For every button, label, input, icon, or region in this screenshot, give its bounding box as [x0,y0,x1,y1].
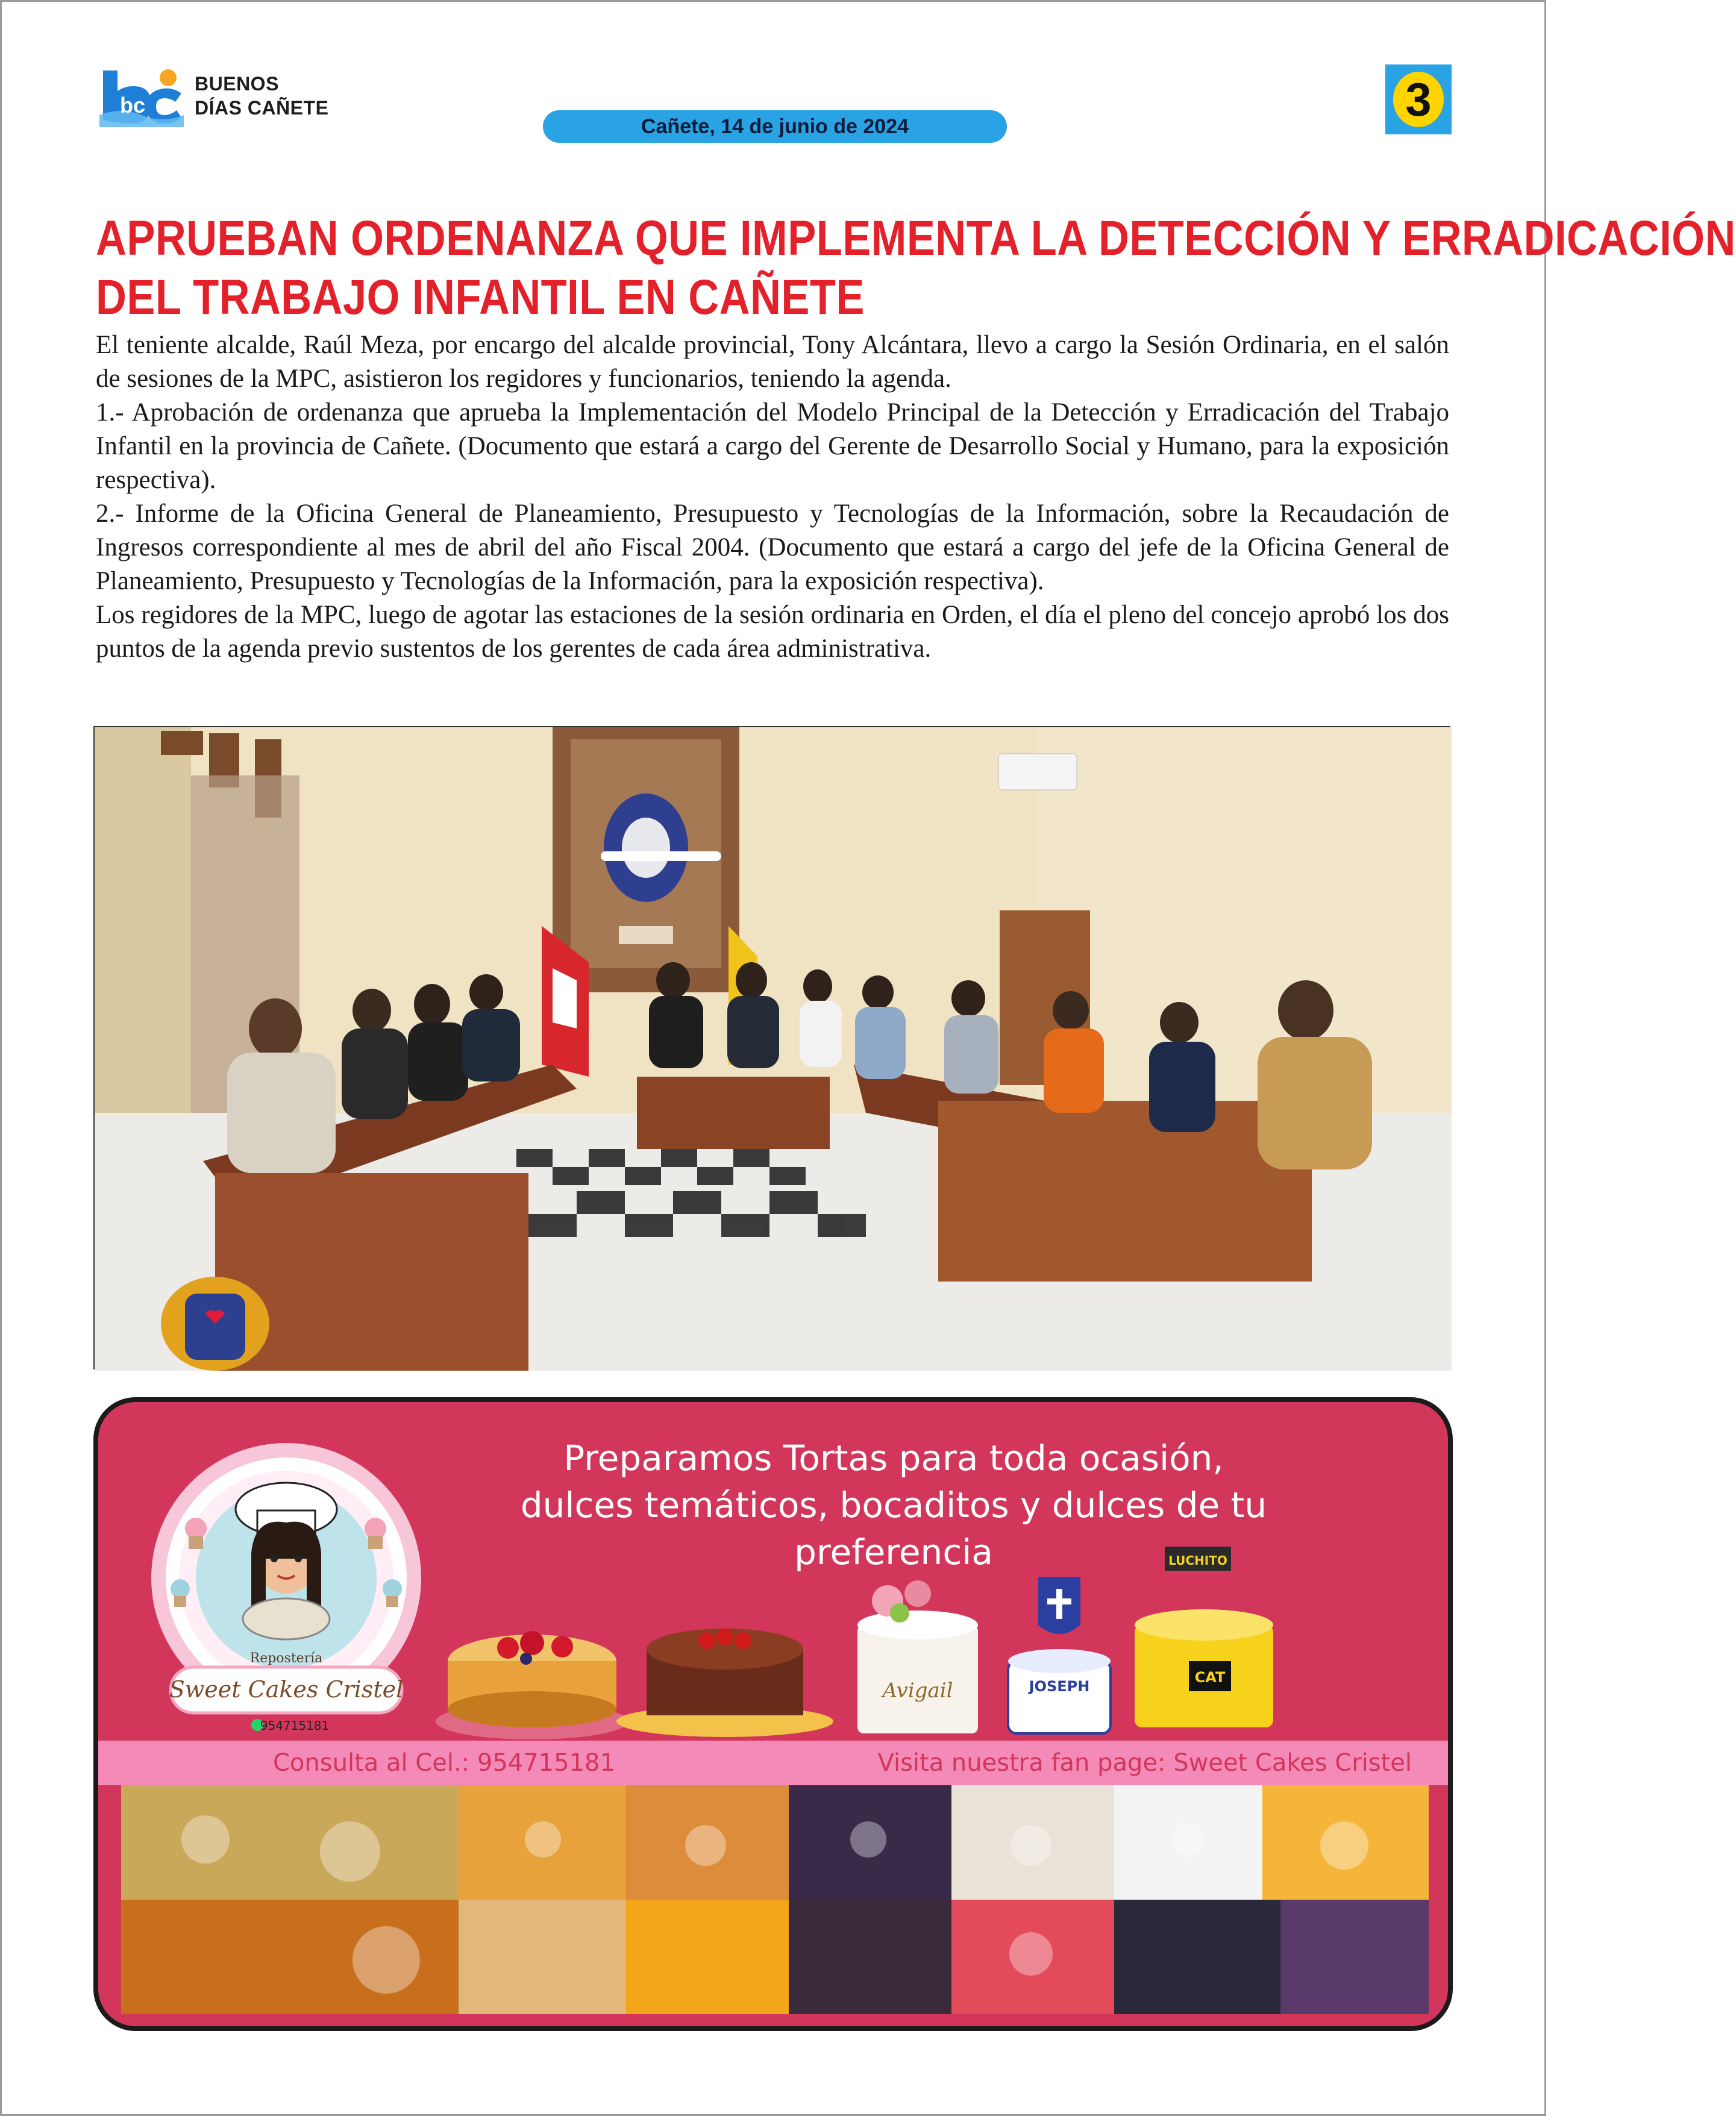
issue-date: Cañete, 14 de junio de 2024 [543,110,1007,143]
brand-line-2: DÍAS CAÑETE [195,97,329,119]
sweets-photo-grid [121,1785,1429,2014]
headline-line-1: APRUEBAN ORDENANZA QUE IMPLEMENTA LA DETECCIÓN Y ERRADICACIÓN [96,211,1736,266]
article-paragraph: Los regidores de la MPC, luego de agotar las estaciones de la sesión ordinaria en Orden, el día el pleno del concejo aprobó los dos puntos de la agenda previo sustentos de los gerentes de cada área administrativa. [96,601,1449,663]
cake-label: LUCHITO [1168,1553,1227,1568]
page-number: 3 [1393,72,1444,127]
article-paragraph: 1.- Aprobación de ordenanza que aprueba la Implementación del Modelo Principal de la Detección y Erradicación del Trabajo Infantil en la provincia de Cañete. (Documento que estará a cargo del Gerente de Desarrollo Social y Humano, para la exposición respectiva). [96,398,1449,494]
construction-cake-image [1135,1547,1273,1727]
article-headline [96,209,1736,327]
cake-label: JOSEPH [1029,1678,1090,1695]
brand-line-1: BUENOS [195,73,279,95]
article-body [96,328,1449,666]
council-session-photo [93,726,1450,1369]
sweets-photo-tile [1114,1900,1280,2014]
headline-line-2: DEL TRABAJO INFANTIL EN CAÑETE [96,270,865,325]
cakes-showcase [442,1541,1430,1745]
baptism-cake-image [1008,1577,1111,1733]
sweets-photo-tile [789,1900,951,2014]
svg-text:bc: bc [120,93,146,117]
article-paragraph: El teniente alcalde, Raúl Meza, por encargo del alcalde provincial, Tony Alcántara, llevo a cargo la Sesión Ordinaria, en el salón de sesiones de la MPC, asistieron los regidores y funcionarios, teniendo la agenda. [96,331,1449,393]
cake-label: CAT [1194,1669,1226,1686]
flan-cake-image [436,1631,628,1739]
council-photo-illustration [95,727,1452,1371]
cake-label: Avigail [882,1679,953,1703]
chocolate-cake-image [616,1629,833,1737]
badge-name-label: Sweet Cakes Cristel [169,1676,404,1703]
contact-strip [98,1741,1448,1785]
floral-cake-image [857,1580,978,1733]
sweets-photo-tile [626,1900,789,2014]
ad-headline-line-1: Preparamos Tortas para toda ocasión, [563,1438,1224,1479]
badge-small-label: Repostería [249,1651,323,1666]
bakery-logo-badge [137,1438,436,1739]
brand-name [195,72,328,120]
badge-phone-label: 954715181 [260,1718,330,1733]
contact-phone: Consulta al Cel.: 954715181 [273,1749,615,1777]
sweets-photo-tile [459,1900,626,2014]
sweets-photo-tile [1280,1900,1429,2014]
page-number-badge [1385,64,1452,134]
bc-logo-icon [97,64,186,127]
fanpage-text: Visita nuestra fan page: Sweet Cakes Cristel [877,1749,1412,1777]
article-paragraph: 2.- Informe de la Oficina General de Planeamiento, Presupuesto y Tecnologías de la Información, sobre la Recaudación de Ingresos correspondiente al mes de abril del año Fiscal 2004. (Documento que estará a cargo del jefe de la Oficina General de Planeamiento, Presupuesto y Tecnologías de la Información, para la exposición respectiva). [96,499,1449,595]
sweet-cakes-advertisement [93,1397,1453,2031]
masthead [97,64,328,127]
sweets-photo-tile [121,1785,459,1900]
ad-headline-line-2: dulces temáticos, bocaditos y dulces de tu preferencia [520,1485,1267,1573]
